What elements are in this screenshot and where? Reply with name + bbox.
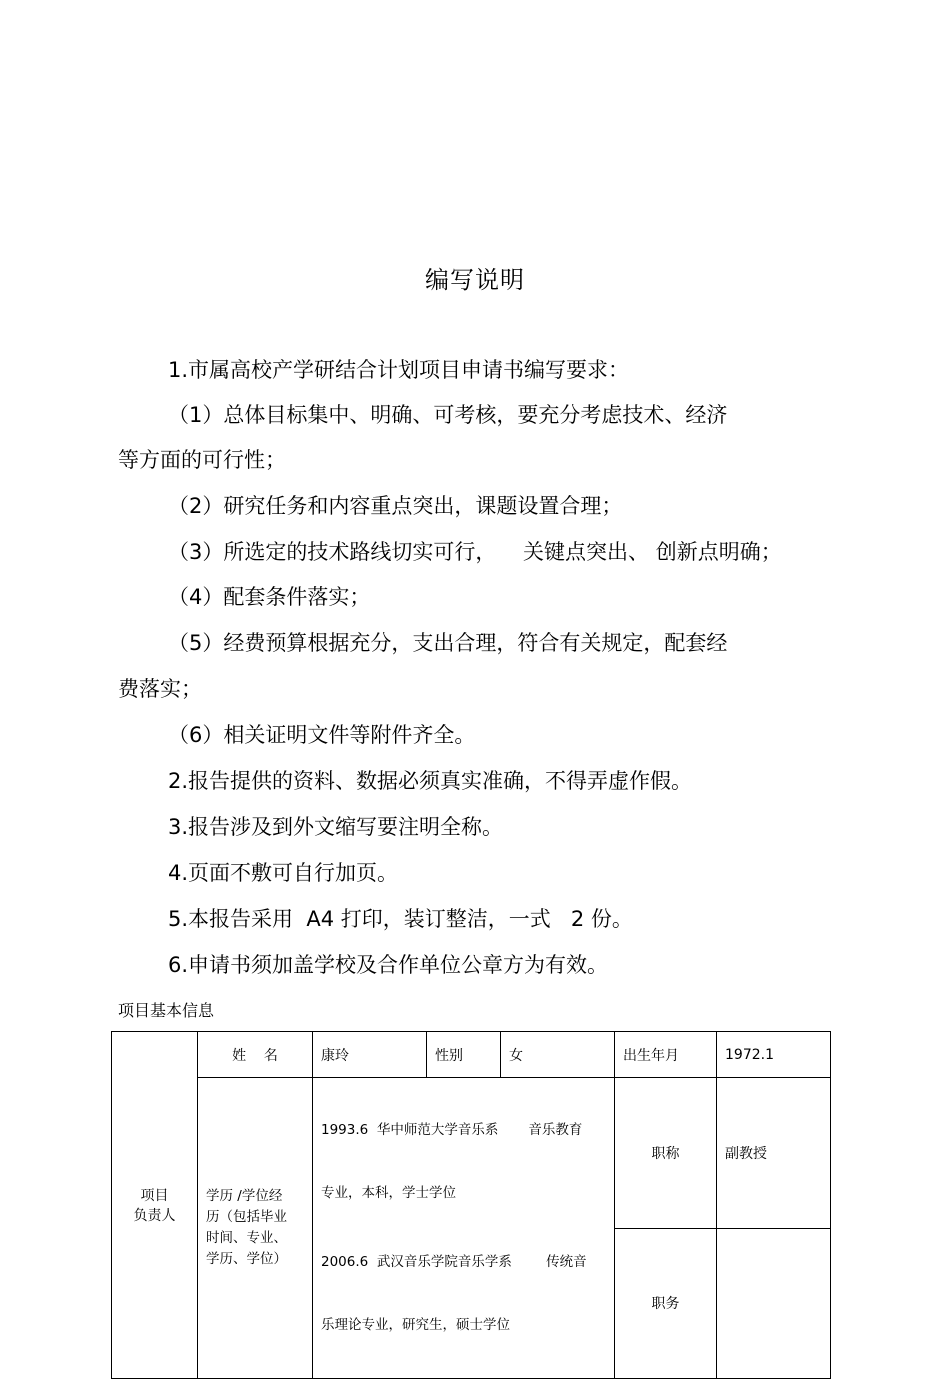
position-label: 职务 — [615, 1228, 717, 1379]
requirement-1-6: （6）相关证明文件等附件齐全。 — [168, 723, 476, 747]
education-value-line: 专业，本科，学士学位 — [321, 1185, 456, 1201]
requirement-2: 2.报告提供的资料、数据必须真实准确，不得弄虚作假。 — [168, 769, 693, 793]
requirement-1: 1.市属高校产学研结合计划项目申请书编写要求： — [168, 358, 630, 382]
requirement-6: 6.申请书须加盖学校及合作单位公章方为有效。 — [168, 953, 609, 977]
leader-label-line: 负责人 — [133, 1208, 176, 1224]
education-value — [313, 1078, 615, 1379]
education-label-line: 学历 /学位经 — [206, 1188, 283, 1204]
requirement-4: 4.页面不敷可自行加页。 — [168, 861, 399, 885]
requirement-1-4: （4）配套条件落实； — [168, 585, 371, 609]
education-value-line: 乐理论专业，研究生，硕士学位 — [321, 1317, 510, 1333]
project-info-table — [111, 1031, 831, 1379]
requirement-1-2: （2）研究任务和内容重点突出，课题设置合理； — [168, 494, 623, 518]
education-label-line: 学历、学位） — [206, 1251, 287, 1267]
education-label-line: 时间、专业、 — [206, 1230, 287, 1246]
requirement-1-3: （3）所选定的技术路线切实可行， 关键点突出、 创新点明确； — [168, 540, 782, 564]
requirement-1-1-cont: 等方面的可行性； — [118, 448, 286, 472]
page-title: 编写说明 — [425, 266, 525, 294]
gender-label: 性别 — [427, 1032, 501, 1078]
requirement-5: 5.本报告采用 A4 打印，装订整洁，一式 2 份。 — [168, 907, 633, 931]
education-value-line: 2006.6 武汉音乐学院音乐学系 传统音 — [321, 1254, 587, 1270]
leader-label-cell — [112, 1032, 198, 1379]
education-label-line: 历（包括毕业 — [206, 1209, 287, 1225]
education-value-line: 1993.6 华中师范大学音乐系 音乐教育 — [321, 1122, 583, 1138]
birth-value: 1972.1 — [717, 1032, 831, 1078]
education-label — [198, 1078, 313, 1379]
leader-label-line: 项目 — [140, 1188, 169, 1204]
position-value — [717, 1228, 831, 1379]
requirement-1-5: （5）经费预算根据充分，支出合理，符合有关规定，配套经 — [168, 631, 728, 655]
info-section-label: 项目基本信息 — [118, 1001, 215, 1020]
birth-label: 出生年月 — [615, 1032, 717, 1078]
requirement-1-5-cont: 费落实； — [118, 677, 202, 701]
requirement-3: 3.报告涉及到外文缩写要注明全称。 — [168, 815, 504, 839]
name-label: 姓 名 — [198, 1032, 313, 1078]
title-label: 职称 — [615, 1078, 717, 1229]
requirement-1-1: （1）总体目标集中、明确、可考核，要充分考虑技术、经济 — [168, 403, 728, 427]
title-value: 副教授 — [717, 1078, 831, 1229]
name-value: 康玲 — [313, 1032, 427, 1078]
gender-value: 女 — [501, 1032, 615, 1078]
